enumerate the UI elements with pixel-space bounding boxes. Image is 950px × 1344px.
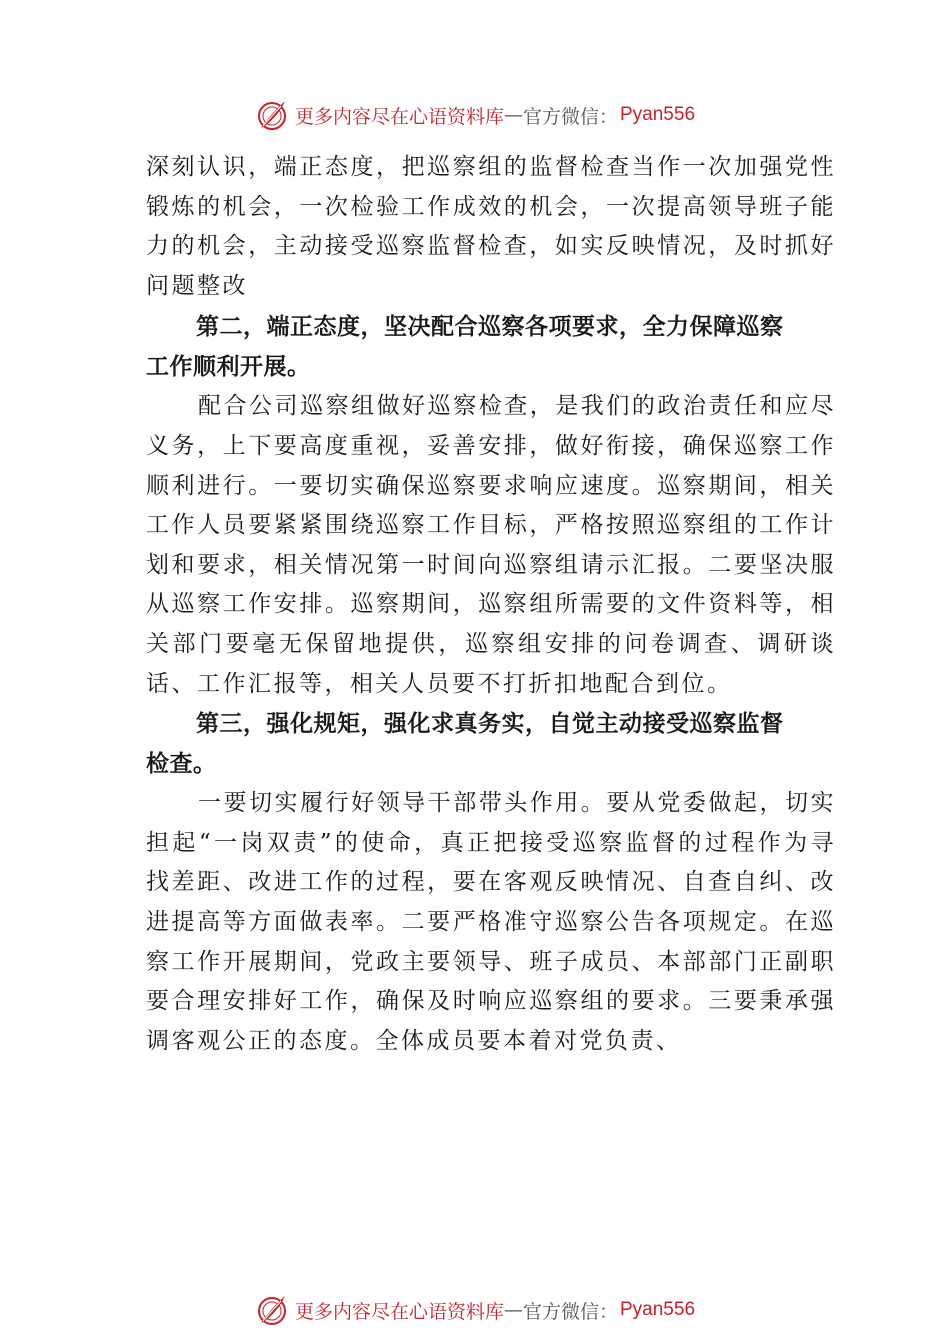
section-3-paragraph: 一要切实履行好领导干部带头作用。要从党委做起，切实担起“一岗双责”的使命，真正把接受巡察监督的过程作为寻找差距、改进工作的过程，要在客观反映情况、自查自纠、改进提高等方面做表率。二要严格准守巡察公告各项规定。在巡察工作开展期间，党政主要领导、班子成员、本部部门正副职要合理安排好工作，确保及时响应巡察组的要求。三要秉承强调客观公正的态度。全体成员要本着对党负责、 — [146, 790, 836, 1054]
header-brand-text: 更多内容尽在心语资料库 — [294, 105, 504, 128]
section-2-paragraph: 配合公司巡察组做好巡察检查，是我们的政治责任和应尽义务，上下要高度重视，妥善安排，做好衔接，确保巡察工作顺利进行。一要切实确保巡察要求响应速度。巡察期间，相关工作人员要紧紧围绕巡察工作目标，严格按照巡察组的工作计划和要求，相关情况第一时间向巡察组请示汇报。二要坚决服从巡察工作安排。巡察期间，巡察组所需要的文件资料等，相关部门要毫无保留地提供，巡察组安排的问卷调查、调研谈话、工作汇报等，相关人员要不打折扣地配合到位。 — [146, 393, 836, 697]
footer-wechat-id: Pyan556 — [620, 1299, 696, 1320]
footer-dash: — — [503, 1299, 523, 1321]
footer-brand-text: 更多内容尽在心语资料库 — [294, 1300, 504, 1323]
footer-banner — [0, 1290, 950, 1330]
section-2-heading: 第二，端正态度，坚决配合巡察各项要求，全力保障巡察工作顺利开展。 — [146, 314, 784, 381]
header-dash: — — [503, 104, 523, 126]
section-3-heading: 第三，强化规矩，强化求真务实，自觉主动接受巡察监督检查。 — [146, 711, 784, 778]
document-body — [146, 148, 836, 1061]
quill-seal-icon — [255, 1293, 289, 1327]
header-wechat-id: Pyan556 — [620, 104, 696, 125]
footer-wechat-label: 官方微信： — [522, 1300, 618, 1323]
quill-seal-icon — [255, 98, 289, 132]
header-banner — [0, 95, 950, 135]
header-wechat-label: 官方微信： — [522, 105, 618, 128]
intro-paragraph: 深刻认识，端正态度，把巡察组的监督检查当作一次加强党性锻炼的机会，一次检验工作成效的机会，一次提高领导班子能力的机会，主动接受巡察监督检查，如实反映情况，及时抓好问题整改 — [146, 154, 836, 299]
